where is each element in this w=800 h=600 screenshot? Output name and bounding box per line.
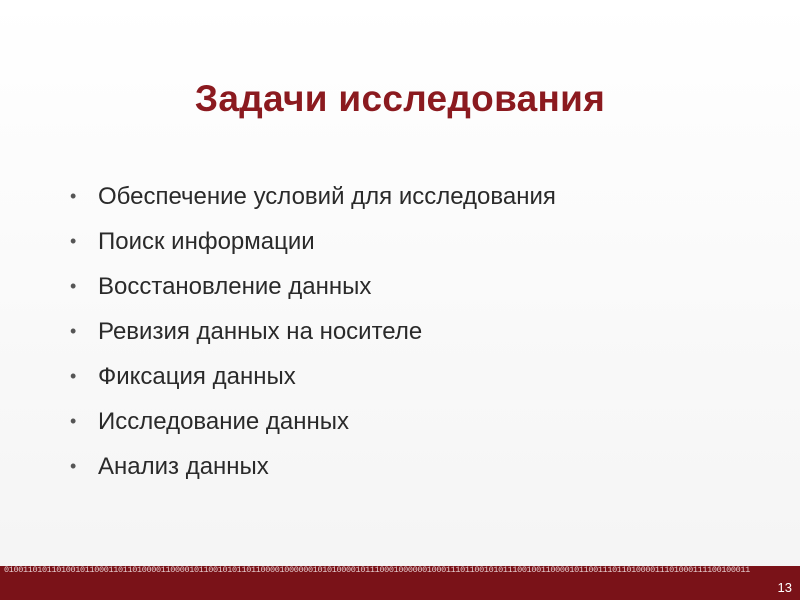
bullet-icon: • <box>70 366 77 386</box>
bullet-item <box>70 309 770 354</box>
bullet-icon: • <box>70 321 77 341</box>
bullet-icon: • <box>70 411 77 431</box>
bullet-text: Фиксация данных <box>98 362 296 390</box>
bullet-item <box>70 444 770 489</box>
bullet-text: Поиск информации <box>98 227 315 255</box>
bullet-text: Исследование данных <box>98 407 350 435</box>
bullet-item <box>70 174 770 219</box>
bullet-icon: • <box>70 276 77 296</box>
bullet-icon: • <box>70 186 77 206</box>
bullet-text: Ревизия данных на носителе <box>98 317 423 345</box>
slide-title: Задачи исследования <box>194 78 606 119</box>
bullet-list <box>70 174 770 489</box>
bullet-item <box>70 354 770 399</box>
bullet-text: Анализ данных <box>98 452 269 480</box>
bullet-icon: • <box>70 456 77 476</box>
bullet-icon: • <box>70 231 77 251</box>
footer-binary-text: 0100110101101001011000110110100001100001011001010110110000100000010101000010111000100000010001110110010101110010011000010110011101101000011101000111100100011 <box>4 565 750 575</box>
bullet-item <box>70 219 770 264</box>
bullet-item <box>70 399 770 444</box>
bullet-text: Восстановление данных <box>98 272 372 300</box>
bullet-text: Обеспечение условий для исследования <box>98 182 556 210</box>
bullet-item <box>70 264 770 309</box>
page-number: 13 <box>777 580 792 595</box>
